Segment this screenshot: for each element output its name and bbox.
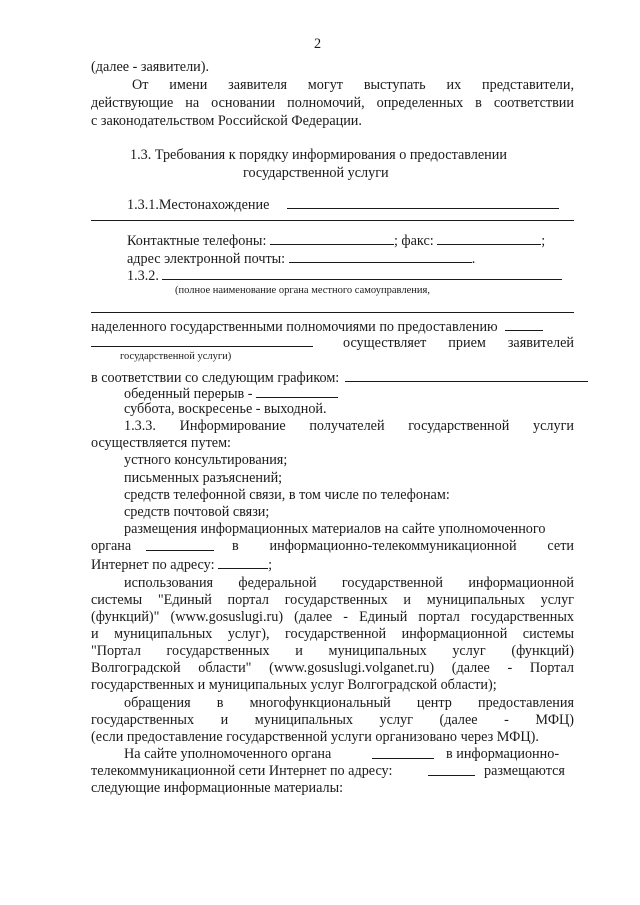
text-line: следующие информационные материалы: [91, 780, 344, 796]
text-span: наделенного государственными полномочиями по предоставлению [91, 319, 498, 335]
location-text: 1.3.1.Местонахождение [127, 197, 270, 213]
location-blank [287, 195, 559, 209]
text-line: (функций)" (www.gosuslugi.ru) (далее - Единый портал государственных [91, 609, 574, 625]
list-item: устного консультирования; [124, 452, 288, 468]
text-line [91, 555, 272, 574]
list-item: средств почтовой связи; [124, 504, 270, 520]
text-line: На сайте уполномоченного органа [124, 746, 332, 762]
email-blank [289, 249, 472, 263]
text-line: государственных и муниципальных услуг (далее - МФЦ) [91, 712, 574, 728]
text-line: в информационно-телекоммуникационной сети [232, 538, 574, 554]
blank-field [345, 368, 588, 382]
text-line: (если предоставление государственной услуги организовано через МФЦ). [91, 729, 539, 745]
fax-blank [437, 231, 541, 245]
text-line: использования федеральной государственной информационной [124, 575, 574, 591]
text-line: Волгоградской области" (www.gosuslugi.volganet.ru) (далее - Портал [91, 660, 574, 676]
location-label [127, 195, 559, 214]
text-line: обращения в многофункциональный центр предоставления [124, 695, 574, 711]
text-line: осуществляет прием заявителей [343, 335, 574, 351]
page-number: 2 [314, 36, 322, 52]
text-line: 1.3.3. Информирование получателей государственной услуги [124, 418, 574, 434]
text-line: системы "Единый портал государственных и муниципальных услуг [91, 592, 574, 608]
blank-field [256, 384, 338, 398]
text-line: телекоммуникационной сети Интернет по адресу: [91, 763, 393, 779]
section-heading: государственной услуги [243, 165, 389, 181]
text-line: в информационно- [446, 746, 560, 762]
blank-field [218, 555, 268, 569]
text-line: и муниципальных услуг), государственной информационной системы [91, 626, 574, 642]
list-item: письменных разъяснений; [124, 470, 283, 486]
text-line [91, 317, 543, 336]
text-line: государственных и муниципальных услуг Волгоградской области); [91, 677, 497, 693]
org-name-blank [162, 266, 562, 280]
blank-line [91, 220, 574, 221]
text-span: в соответствии со следующим графиком: [91, 370, 340, 386]
punctuation: ; [541, 233, 546, 249]
fax-label: ; факс: [393, 233, 434, 249]
blank-line [91, 346, 313, 347]
text-line: От имени заявителя могут выступать их представители, [132, 77, 574, 93]
phones-line [127, 231, 545, 250]
phones-blank [270, 231, 394, 245]
section-1-3-2 [127, 266, 562, 285]
phones-label: Контактные телефоны: [127, 233, 267, 249]
text-line: действующие на основании полномочий, определенных в соответствии [91, 95, 574, 111]
blank-line [91, 312, 574, 313]
blank-line [428, 775, 475, 776]
caption: государственной услуги) [120, 351, 232, 362]
text-line: "Портал государственных и муниципальных услуг (функций) [91, 643, 574, 659]
text-line: (далее - заявители). [91, 59, 210, 75]
blank-line [146, 550, 214, 551]
caption: (полное наименование органа местного самоуправления, [175, 285, 430, 296]
text-span: Интернет по адресу: [91, 557, 215, 573]
list-item: средств телефонной связи, в том числе по телефонам: [124, 487, 450, 503]
email-label: адрес электронной почты: [127, 251, 286, 267]
section-heading: 1.3. Требования к порядку информирования о предоставлении [130, 147, 507, 163]
punctuation: . [471, 251, 476, 267]
blank-field [505, 317, 543, 331]
text-line: суббота, воскресенье - выходной. [124, 401, 327, 417]
section-number: 1.3.2. [127, 268, 159, 284]
blank-line [372, 758, 434, 759]
punctuation: ; [268, 557, 273, 573]
list-item: размещения информационных материалов на сайте уполномоченного [124, 521, 546, 537]
text-line: размещаются [484, 763, 565, 779]
text-span: обеденный перерыв - [124, 386, 253, 402]
text-line: осуществляется путем: [91, 435, 231, 451]
text-line: органа [91, 538, 132, 554]
text-line: с законодательством Российской Федерации. [91, 113, 362, 129]
